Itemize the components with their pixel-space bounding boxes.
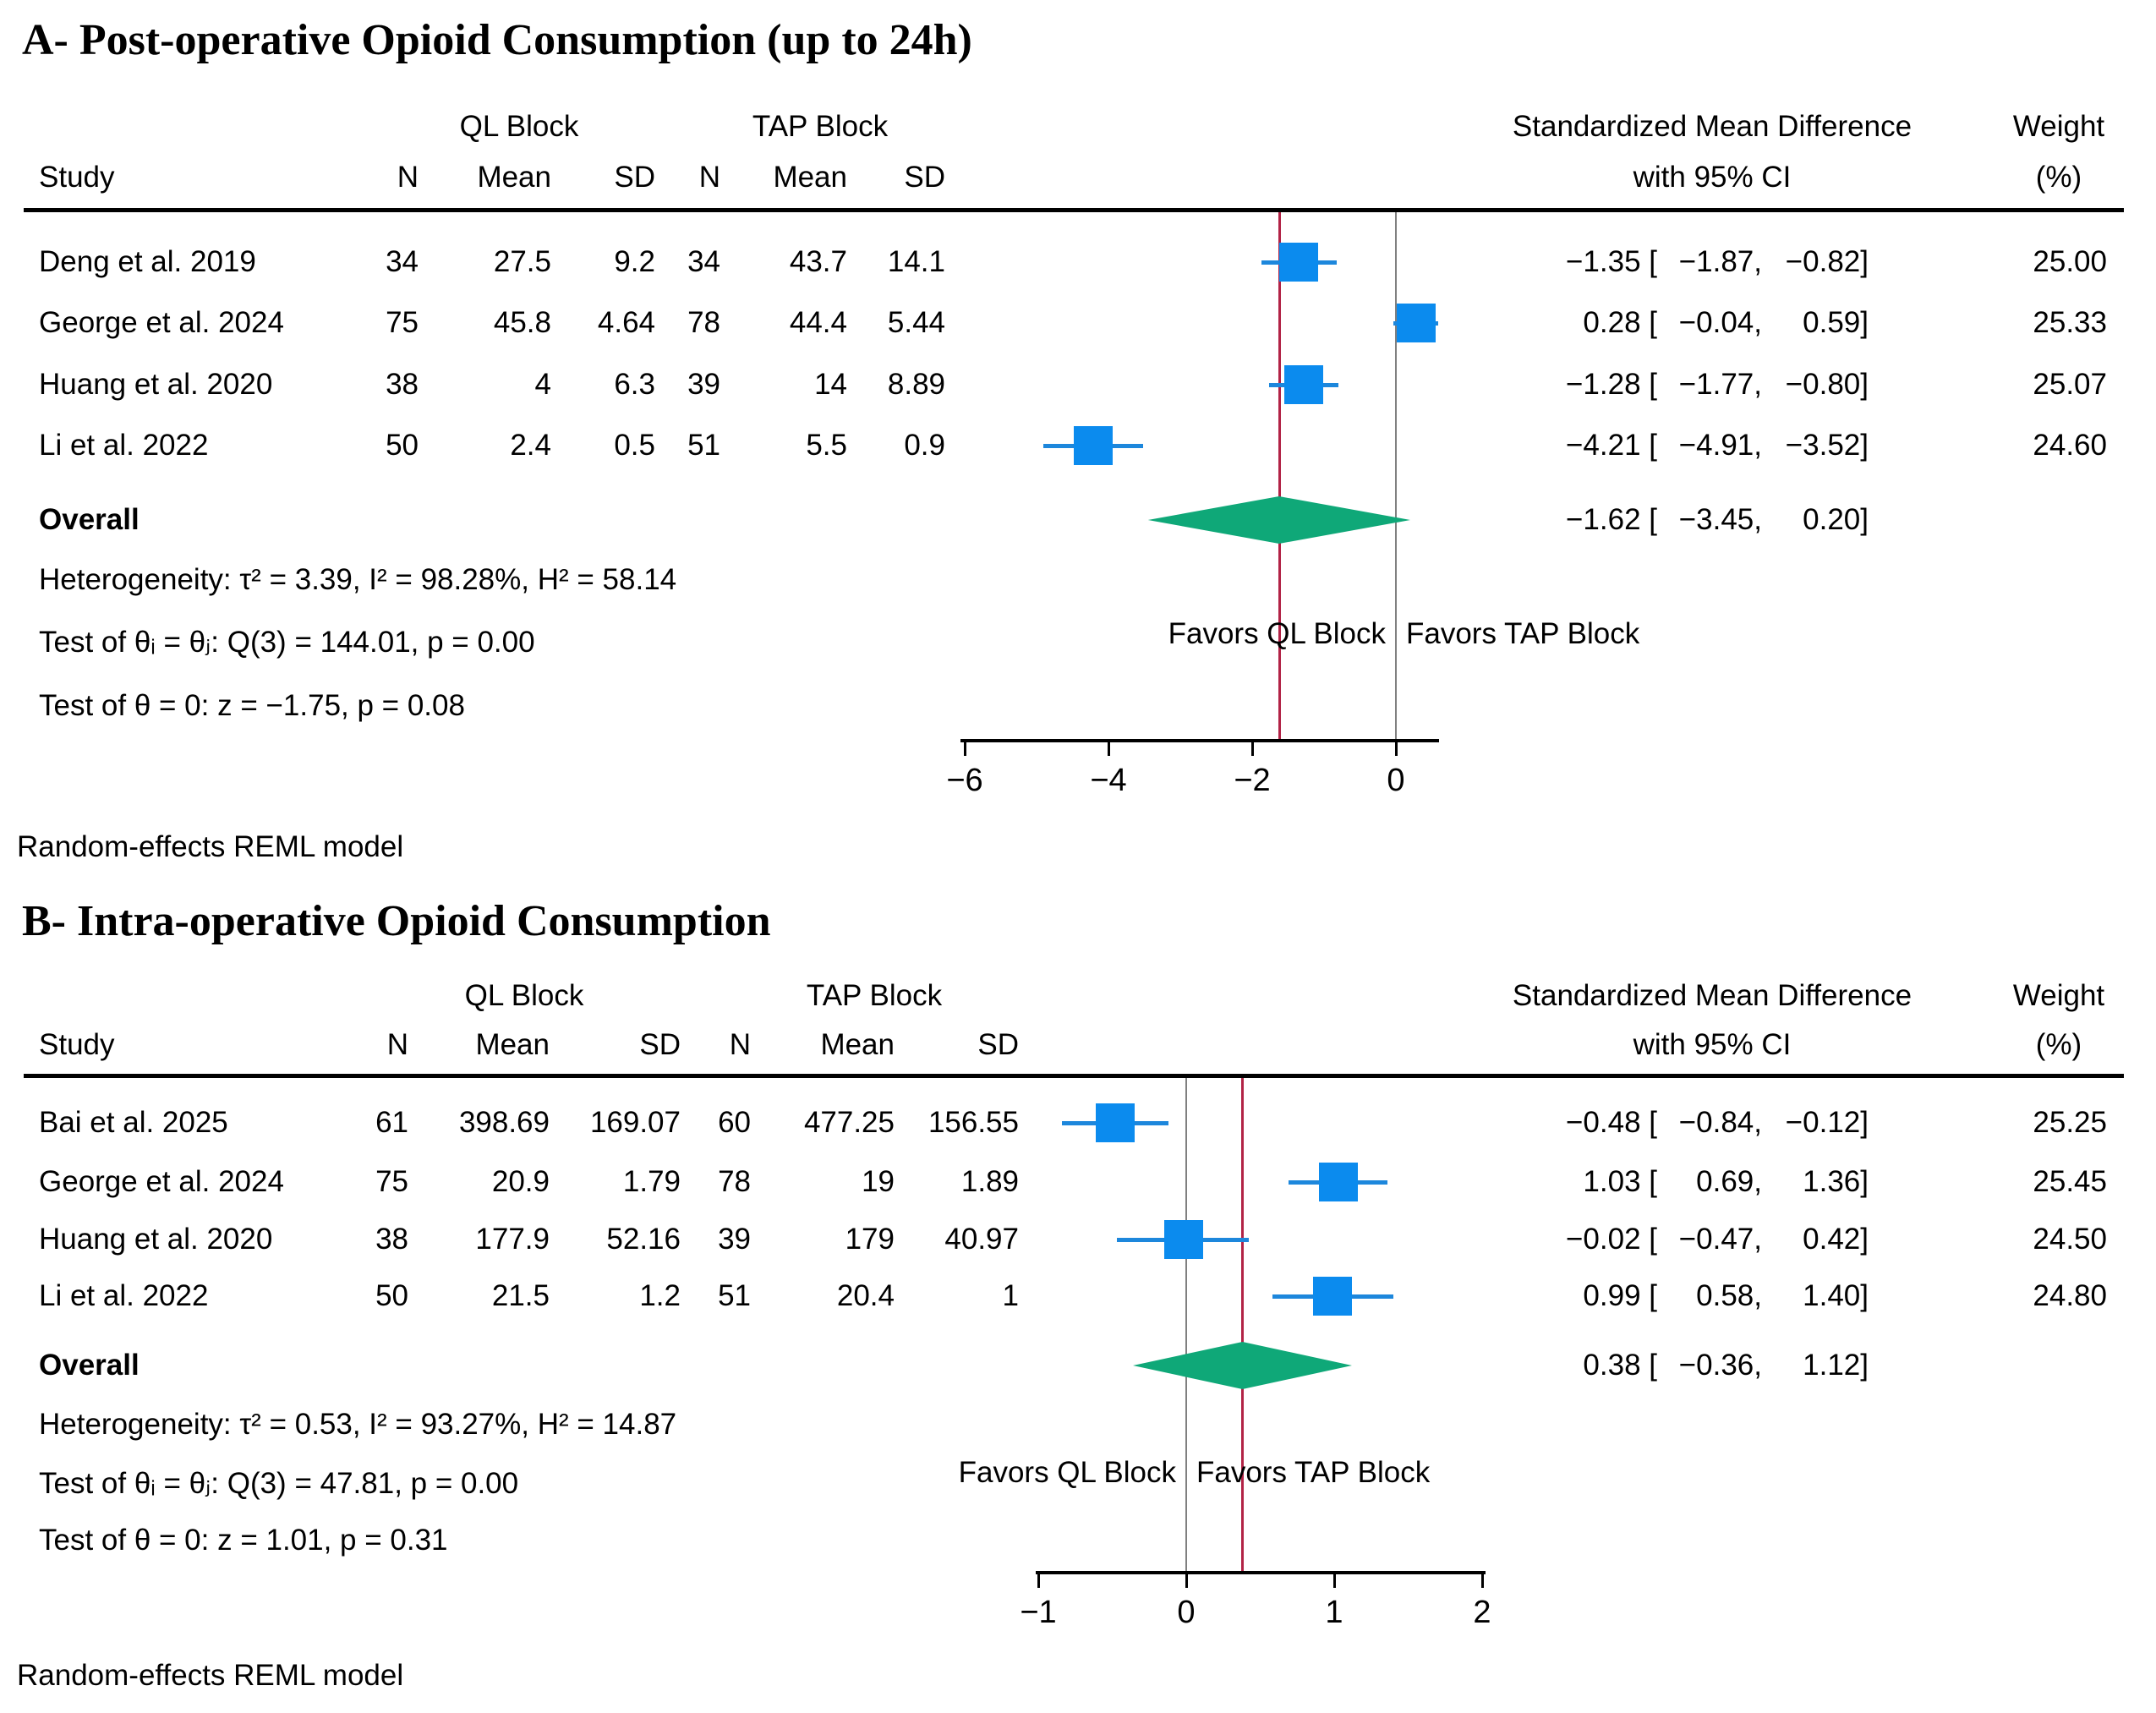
mean1-value: 20.9	[491, 1165, 550, 1198]
overall-smd-estimate: −1.62 [	[1565, 503, 1657, 536]
n2-value: 78	[687, 306, 720, 339]
group1-header: QL Block	[459, 110, 579, 143]
mean1-value: 4	[534, 368, 551, 401]
n-column-header: N	[698, 161, 720, 194]
study-column-header: Study	[39, 161, 115, 194]
n2-value: 51	[687, 429, 720, 462]
n2-value: 39	[687, 368, 720, 401]
ci-lower: −1.77,	[1678, 368, 1762, 401]
mean1-value: 177.9	[475, 1223, 550, 1256]
sd-column-header: SD	[904, 161, 945, 194]
sd1-value: 4.64	[597, 306, 655, 339]
ci-lower: −0.04,	[1678, 306, 1762, 339]
sd-column-header: SD	[639, 1028, 681, 1061]
axis-tick	[1251, 742, 1254, 756]
mean2-value: 14	[814, 368, 847, 401]
sd1-value: 169.07	[589, 1106, 681, 1139]
overall-ci-upper: 0.20]	[1803, 503, 1869, 536]
ci-lower: −0.84,	[1678, 1106, 1762, 1139]
sd1-value: 6.3	[614, 368, 655, 401]
smd-header-line1: Standardized Mean Difference	[1512, 979, 1912, 1012]
study-row	[0, 1092, 2156, 1153]
axis-tick	[1333, 1573, 1336, 1588]
smd-estimate: −1.35 [	[1565, 245, 1657, 278]
sd2-value: 40.97	[944, 1223, 1019, 1256]
ci-lower: 0.69,	[1696, 1165, 1762, 1198]
n2-value: 60	[718, 1106, 751, 1139]
axis-tick-label: −1	[1020, 1595, 1057, 1630]
mean1-value: 2.4	[510, 429, 551, 462]
sd1-value: 1.79	[622, 1165, 681, 1198]
heterogeneity-stat: Heterogeneity: τ² = 0.53, I² = 93.27%, H² = 14.87	[39, 1408, 677, 1441]
smd-estimate: −1.28 [	[1565, 368, 1657, 401]
overall-label: Overall	[39, 503, 140, 536]
study-name: Huang et al. 2020	[39, 368, 273, 401]
weight-value: 25.25	[2033, 1106, 2107, 1139]
ci-lower: 0.58,	[1696, 1279, 1762, 1312]
n1-value: 50	[375, 1279, 408, 1312]
smd-estimate: 1.03 [	[1583, 1165, 1657, 1198]
smd-estimate: −4.21 [	[1565, 429, 1657, 462]
axis-tick	[1108, 742, 1110, 756]
smd-header-line1: Standardized Mean Difference	[1512, 110, 1912, 143]
mean2-value: 477.25	[803, 1106, 895, 1139]
mean2-value: 43.7	[789, 245, 847, 278]
sd-column-header: SD	[977, 1028, 1019, 1061]
axis-tick-label: −6	[946, 763, 983, 798]
sd1-value: 1.2	[639, 1279, 681, 1312]
axis-tick-label: 0	[1177, 1595, 1196, 1630]
sd1-value: 0.5	[614, 429, 655, 462]
favors-right-label: Favors TAP Block	[1406, 617, 1640, 650]
header-rule	[24, 1074, 2124, 1078]
mean-column-header: Mean	[773, 161, 847, 194]
overall-ci-lower: −0.36,	[1678, 1349, 1762, 1382]
overall-row	[0, 490, 2156, 550]
mean2-value: 20.4	[836, 1279, 895, 1312]
sd2-value: 1	[1002, 1279, 1019, 1312]
weight-value: 24.60	[2033, 429, 2107, 462]
weight-header-line1: Weight	[2012, 979, 2105, 1012]
n-column-header: N	[397, 161, 419, 194]
overall-ci-upper: 1.12]	[1803, 1349, 1869, 1382]
sd2-value: 0.9	[904, 429, 945, 462]
study-name: Bai et al. 2025	[39, 1106, 228, 1139]
overall-label: Overall	[39, 1349, 140, 1382]
study-name: George et al. 2024	[39, 306, 284, 339]
ci-lower: −4.91,	[1678, 429, 1762, 462]
n-column-header: N	[729, 1028, 751, 1061]
weight-value: 24.80	[2033, 1279, 2107, 1312]
weight-value: 24.50	[2033, 1223, 2107, 1256]
n1-value: 38	[386, 368, 419, 401]
weight-value: 25.33	[2033, 306, 2107, 339]
n1-value: 75	[375, 1165, 408, 1198]
ci-lower: −0.47,	[1678, 1223, 1762, 1256]
study-row	[0, 1209, 2156, 1270]
n2-value: 34	[687, 245, 720, 278]
x-axis-line	[1036, 1571, 1486, 1574]
mean1-value: 45.8	[493, 306, 551, 339]
axis-tick-label: −2	[1234, 763, 1271, 798]
study-name: Huang et al. 2020	[39, 1223, 273, 1256]
ci-upper: 0.59]	[1803, 306, 1869, 339]
study-name: Li et al. 2022	[39, 429, 209, 462]
sd-column-header: SD	[614, 161, 655, 194]
smd-header-line2: with 95% CI	[1633, 1028, 1792, 1061]
n-column-header: N	[386, 1028, 408, 1061]
z-test-stat: Test of θ = 0: z = 1.01, p = 0.31	[39, 1524, 448, 1557]
axis-tick	[1481, 1573, 1484, 1588]
mean2-value: 5.5	[806, 429, 847, 462]
ci-upper: 1.40]	[1803, 1279, 1869, 1312]
weight-header-line1: Weight	[2012, 110, 2105, 143]
overall-ci-lower: −3.45,	[1678, 503, 1762, 536]
n1-value: 61	[375, 1106, 408, 1139]
mean-column-header: Mean	[820, 1028, 895, 1061]
smd-estimate: 0.28 [	[1583, 306, 1657, 339]
smd-estimate: 0.99 [	[1583, 1279, 1657, 1312]
group1-header: QL Block	[464, 979, 584, 1012]
ci-upper: 1.36]	[1803, 1165, 1869, 1198]
sd2-value: 14.1	[887, 245, 945, 278]
mean1-value: 27.5	[493, 245, 551, 278]
sd2-value: 156.55	[928, 1106, 1019, 1139]
study-row	[0, 293, 2156, 353]
overall-smd-estimate: 0.38 [	[1583, 1349, 1657, 1382]
group2-header: TAP Block	[806, 979, 943, 1012]
weight-header-line2: (%)	[2035, 1028, 2082, 1061]
x-axis-line	[960, 739, 1439, 742]
n1-value: 38	[375, 1223, 408, 1256]
weight-header-line2: (%)	[2035, 161, 2082, 194]
study-row	[0, 1152, 2156, 1212]
model-note: Random-effects REML model	[17, 1659, 404, 1692]
n1-value: 34	[386, 245, 419, 278]
smd-estimate: −0.48 [	[1565, 1106, 1657, 1139]
group2-header: TAP Block	[752, 110, 889, 143]
sd2-value: 5.44	[887, 306, 945, 339]
weight-value: 25.07	[2033, 368, 2107, 401]
weight-value: 25.00	[2033, 245, 2107, 278]
study-column-header: Study	[39, 1028, 115, 1061]
ci-upper: −0.12]	[1785, 1106, 1869, 1139]
study-row	[0, 1266, 2156, 1327]
header-rule	[24, 208, 2124, 212]
overall-row	[0, 1335, 2156, 1396]
model-note: Random-effects REML model	[17, 830, 404, 863]
mean2-value: 44.4	[789, 306, 847, 339]
mean-column-header: Mean	[477, 161, 551, 194]
mean2-value: 19	[862, 1165, 895, 1198]
study-row	[0, 354, 2156, 415]
n1-value: 50	[386, 429, 419, 462]
mean1-value: 21.5	[491, 1279, 550, 1312]
ci-lower: −1.87,	[1678, 245, 1762, 278]
ci-upper: −3.52]	[1785, 429, 1869, 462]
axis-tick-label: 2	[1473, 1595, 1491, 1630]
axis-tick-label: 0	[1387, 763, 1405, 798]
study-name: Li et al. 2022	[39, 1279, 209, 1312]
axis-tick	[1037, 1573, 1040, 1588]
panel-b-column-header-row	[0, 1015, 2156, 1075]
study-row	[0, 232, 2156, 293]
axis-tick-label: 1	[1325, 1595, 1343, 1630]
favors-left-label: Favors QL Block	[958, 1456, 1176, 1489]
sd1-value: 9.2	[614, 245, 655, 278]
study-row	[0, 415, 2156, 476]
sd2-value: 8.89	[887, 368, 945, 401]
n2-value: 51	[718, 1279, 751, 1312]
z-test-stat: Test of θ = 0: z = −1.75, p = 0.08	[39, 689, 465, 722]
ci-upper: −0.82]	[1785, 245, 1869, 278]
mean2-value: 179	[845, 1223, 895, 1256]
panel-b-title: B- Intra-operative Opioid Consumption	[22, 897, 771, 945]
study-name: Deng et al. 2019	[39, 245, 256, 278]
sd1-value: 52.16	[606, 1223, 681, 1256]
panel-a-title: A- Post-operative Opioid Consumption (up to 24h)	[22, 16, 972, 64]
ci-upper: 0.42]	[1803, 1223, 1869, 1256]
favors-right-label: Favors TAP Block	[1196, 1456, 1431, 1489]
axis-tick	[964, 742, 966, 756]
ci-upper: −0.80]	[1785, 368, 1869, 401]
n2-value: 39	[718, 1223, 751, 1256]
q-test-stat: Test of θᵢ = θⱼ: Q(3) = 47.81, p = 0.00	[39, 1467, 519, 1500]
favors-left-label: Favors QL Block	[1168, 617, 1386, 650]
axis-tick	[1185, 1573, 1188, 1588]
mean-column-header: Mean	[475, 1028, 550, 1061]
smd-estimate: −0.02 [	[1565, 1223, 1657, 1256]
smd-header-line2: with 95% CI	[1633, 161, 1792, 194]
study-name: George et al. 2024	[39, 1165, 284, 1198]
n2-value: 78	[718, 1165, 751, 1198]
q-test-stat: Test of θᵢ = θⱼ: Q(3) = 144.01, p = 0.00	[39, 626, 535, 659]
sd2-value: 1.89	[960, 1165, 1019, 1198]
heterogeneity-stat: Heterogeneity: τ² = 3.39, I² = 98.28%, H² = 58.14	[39, 563, 677, 596]
n1-value: 75	[386, 306, 419, 339]
axis-tick-label: −4	[1090, 763, 1127, 798]
weight-value: 25.45	[2033, 1165, 2107, 1198]
mean1-value: 398.69	[458, 1106, 550, 1139]
panel-a-column-header-row	[0, 147, 2156, 208]
axis-tick	[1395, 742, 1398, 756]
